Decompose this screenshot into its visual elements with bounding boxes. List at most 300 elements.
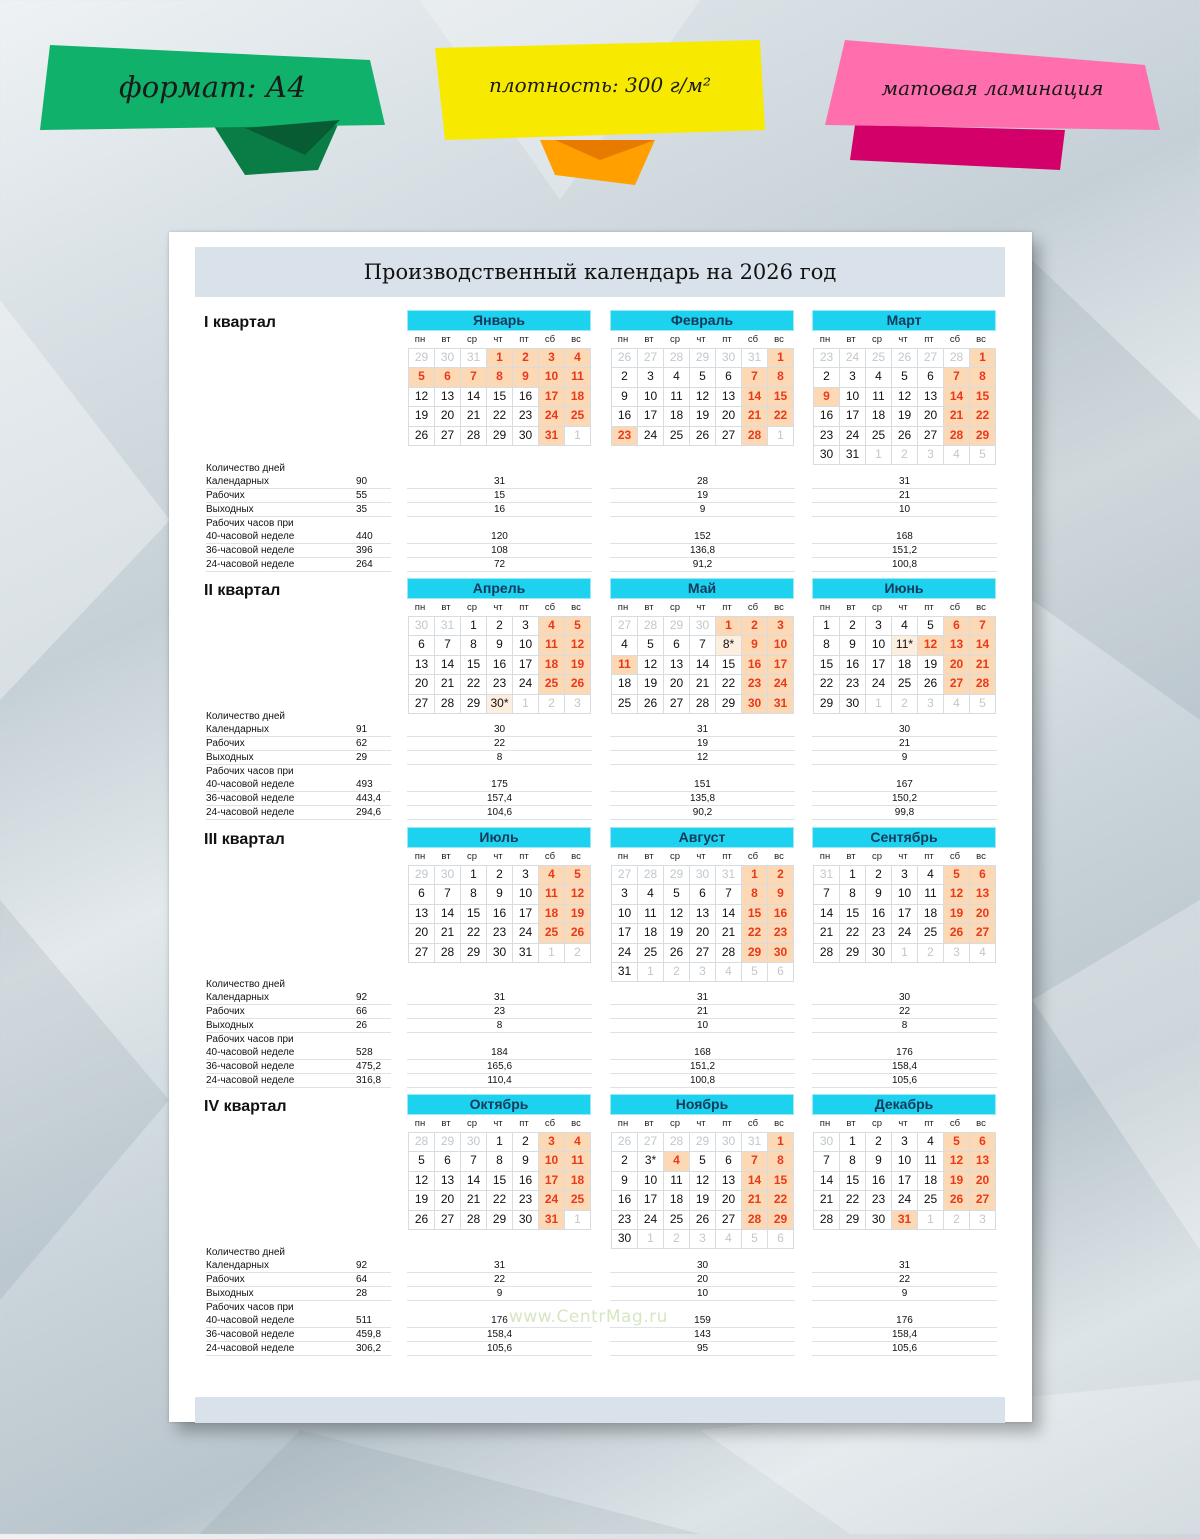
stat-total: 443,4	[356, 793, 382, 804]
month-stat-value	[610, 1246, 795, 1259]
day-cell: 19	[943, 1171, 970, 1191]
ribbon-format	[40, 40, 385, 175]
day-cell: 24	[891, 1190, 918, 1210]
weekday-label: пн	[617, 334, 629, 345]
day-cell: 12	[689, 387, 716, 407]
day-cell: 24	[637, 426, 664, 446]
day-grid	[813, 865, 996, 962]
day-cell: 26	[663, 943, 690, 963]
day-grid	[408, 348, 591, 445]
day-cell: 17	[891, 904, 918, 924]
month-stat-value: 22	[812, 1273, 997, 1287]
day-cell: 3	[512, 616, 539, 636]
day-cell: 18	[917, 1171, 944, 1191]
month-stat-value	[610, 462, 795, 475]
day-cell: 6	[434, 1151, 461, 1171]
weekday-label: вс	[774, 851, 784, 862]
weekday-header	[610, 600, 794, 616]
stat-label: Рабочих часов при	[206, 766, 294, 777]
stat-total: 62	[356, 738, 368, 749]
day-cell: 5	[689, 1151, 716, 1171]
day-cell: 23	[512, 406, 539, 426]
day-cell: 24	[891, 923, 918, 943]
day-cell: 29	[460, 943, 487, 963]
day-cell: 15	[813, 655, 840, 675]
day-cell: 2	[741, 616, 768, 636]
weekday-label: вт	[644, 851, 654, 862]
day-cell: 14	[969, 635, 996, 655]
day-cell: 10	[891, 1151, 918, 1171]
weekday-label: вс	[976, 334, 986, 345]
stat-row	[206, 765, 391, 778]
day-grid	[408, 865, 591, 962]
day-cell: 18	[538, 904, 565, 924]
weekday-label: ср	[466, 1118, 478, 1129]
day-cell: 28	[813, 943, 840, 963]
day-cell: 19	[891, 406, 918, 426]
day-cell: 5	[564, 616, 591, 636]
day-cell: 3	[512, 865, 539, 885]
day-cell: 6	[715, 367, 742, 387]
day-cell: 25	[564, 1190, 591, 1210]
stat-label: Календарных	[206, 1260, 269, 1271]
day-cell: 6	[434, 367, 461, 387]
day-cell: 7	[943, 367, 970, 387]
day-cell: 7	[460, 367, 487, 387]
day-cell: 20	[715, 1190, 742, 1210]
day-grid	[611, 1132, 794, 1248]
day-cell: 3	[891, 865, 918, 885]
day-cell: 17	[839, 406, 866, 426]
day-cell: 1	[512, 694, 539, 714]
day-cell: 21	[741, 1190, 768, 1210]
month-stat-value: 31	[812, 1259, 997, 1273]
day-cell: 28	[813, 1210, 840, 1230]
day-cell: 26	[943, 1190, 970, 1210]
day-cell: 19	[943, 904, 970, 924]
day-cell: 20	[969, 1171, 996, 1191]
day-cell: 6	[943, 616, 970, 636]
stat-total: 440	[356, 531, 373, 542]
day-cell: 9	[611, 1171, 638, 1191]
stat-total: 92	[356, 992, 368, 1003]
day-cell: 3	[865, 616, 892, 636]
day-cell: 1	[460, 865, 487, 885]
weekday-label: вс	[774, 1118, 784, 1129]
day-cell: 8	[839, 884, 866, 904]
day-cell: 20	[434, 1190, 461, 1210]
day-cell: 16	[865, 904, 892, 924]
day-cell: 23	[486, 923, 513, 943]
day-cell: 20	[715, 406, 742, 426]
day-cell: 3	[611, 884, 638, 904]
weekday-label: сб	[949, 334, 961, 345]
day-cell: 2	[891, 445, 918, 465]
day-cell: 4	[663, 367, 690, 387]
month-stat-value: 21	[812, 737, 997, 751]
day-cell: 15	[767, 387, 794, 407]
day-cell: 31	[512, 943, 539, 963]
day-cell: 3*	[637, 1151, 664, 1171]
day-cell: 16	[611, 406, 638, 426]
weekday-label: пт	[722, 602, 732, 613]
stat-label: Выходных	[206, 752, 254, 763]
stat-total: 475,2	[356, 1061, 382, 1072]
weekday-label: ср	[466, 851, 478, 862]
day-cell: 3	[538, 1132, 565, 1152]
day-cell: 25	[663, 426, 690, 446]
quarter-label: III квартал	[204, 831, 285, 848]
day-cell: 15	[839, 1171, 866, 1191]
stat-row	[206, 1060, 391, 1074]
month-calendar	[407, 310, 591, 445]
weekday-label: вт	[644, 334, 654, 345]
day-cell: 7	[434, 884, 461, 904]
day-cell: 26	[611, 348, 638, 368]
day-cell: 6	[663, 635, 690, 655]
day-cell: 10	[512, 884, 539, 904]
day-cell: 12	[408, 1171, 435, 1191]
day-cell: 24	[611, 943, 638, 963]
day-cell: 5	[943, 1132, 970, 1152]
month-stat-value: 10	[610, 1019, 795, 1033]
day-cell: 1	[637, 1229, 664, 1249]
weekday-label: ср	[871, 334, 883, 345]
month-stat-value	[610, 1033, 795, 1046]
weekday-header	[812, 1116, 996, 1132]
day-cell: 20	[663, 674, 690, 694]
weekday-label: сб	[949, 602, 961, 613]
day-cell: 7	[813, 1151, 840, 1171]
day-cell: 11	[564, 367, 591, 387]
month-stat-value	[812, 462, 997, 475]
day-cell: 28	[969, 674, 996, 694]
month-stat-value: 168	[610, 1046, 795, 1060]
day-cell: 16	[813, 406, 840, 426]
day-cell: 1	[917, 1210, 944, 1230]
day-cell: 10	[611, 904, 638, 924]
day-cell: 4	[663, 1151, 690, 1171]
day-cell: 22	[741, 923, 768, 943]
weekday-label: сб	[747, 851, 759, 862]
day-cell: 14	[460, 387, 487, 407]
day-cell: 20	[408, 923, 435, 943]
stat-row	[206, 1328, 391, 1342]
month-stat-value: 19	[610, 737, 795, 751]
day-cell: 1	[865, 445, 892, 465]
day-cell: 18	[637, 923, 664, 943]
month-stat-value: 100,8	[812, 558, 997, 572]
day-cell: 17	[611, 923, 638, 943]
day-cell: 2	[891, 694, 918, 714]
day-cell: 13	[715, 1171, 742, 1191]
weekday-header	[610, 849, 794, 865]
weekday-label: пн	[414, 851, 426, 862]
day-cell: 1	[486, 1132, 513, 1152]
stat-row	[206, 1301, 391, 1314]
month-stat-value	[812, 765, 997, 778]
month-name: Декабрь	[812, 1094, 996, 1115]
month-stat-value: 151,2	[610, 1060, 795, 1074]
day-cell: 24	[839, 426, 866, 446]
day-cell: 30	[512, 1210, 539, 1230]
day-cell: 3	[891, 1132, 918, 1152]
day-cell: 11	[865, 387, 892, 407]
weekday-label: ср	[669, 1118, 681, 1129]
day-cell: 3	[917, 445, 944, 465]
day-cell: 19	[408, 1190, 435, 1210]
day-cell: 28	[741, 426, 768, 446]
day-cell: 16	[865, 1171, 892, 1191]
weekday-label: чт	[696, 851, 706, 862]
stat-total: 306,2	[356, 1343, 382, 1354]
stat-total: 511	[356, 1315, 372, 1326]
quarter-label: II квартал	[204, 582, 281, 599]
day-cell: 23	[611, 426, 638, 446]
month-stats	[407, 1246, 592, 1356]
day-cell: 25	[538, 674, 565, 694]
month-calendar	[812, 1094, 996, 1229]
day-cell: 8*	[715, 635, 742, 655]
month-stat-value: 31	[407, 1259, 592, 1273]
day-cell: 6	[767, 1229, 794, 1249]
day-cell: 28	[663, 348, 690, 368]
day-cell: 23	[865, 923, 892, 943]
day-cell: 8	[767, 1151, 794, 1171]
day-cell: 13	[434, 387, 461, 407]
day-cell: 5	[637, 635, 664, 655]
month-stat-value	[610, 978, 795, 991]
day-cell: 2	[512, 348, 539, 368]
day-cell: 11	[663, 387, 690, 407]
month-stat-value	[407, 1301, 592, 1314]
day-cell: 3	[839, 367, 866, 387]
stat-label: Выходных	[206, 504, 254, 515]
day-cell: 23	[813, 348, 840, 368]
day-cell: 29	[689, 1132, 716, 1152]
day-cell: 28	[434, 943, 461, 963]
day-grid	[611, 865, 794, 981]
stat-row	[206, 503, 391, 517]
stat-label: 40-часовой неделе	[206, 531, 295, 542]
day-cell: 21	[943, 406, 970, 426]
weekday-label: сб	[747, 1118, 759, 1129]
month-stats	[812, 710, 997, 820]
day-cell: 27	[637, 1132, 664, 1152]
weekday-label: вс	[571, 851, 581, 862]
day-cell: 16	[512, 1171, 539, 1191]
month-stat-value	[407, 765, 592, 778]
day-cell: 28	[715, 943, 742, 963]
month-stat-value	[812, 517, 997, 530]
day-cell: 4	[715, 1229, 742, 1249]
day-cell: 2	[611, 1151, 638, 1171]
day-cell: 12	[943, 1151, 970, 1171]
day-cell: 28	[637, 616, 664, 636]
day-cell: 30	[839, 694, 866, 714]
day-cell: 10	[839, 387, 866, 407]
day-cell: 27	[408, 694, 435, 714]
stat-label: 24-часовой неделе	[206, 807, 295, 818]
month-name: Июль	[407, 827, 591, 848]
day-cell: 30	[865, 1210, 892, 1230]
stat-label: 24-часовой неделе	[206, 1075, 295, 1086]
day-cell: 13	[943, 635, 970, 655]
stat-row	[206, 489, 391, 503]
stat-total: 396	[356, 545, 373, 556]
weekday-label: вт	[441, 1118, 451, 1129]
day-cell: 23	[512, 1190, 539, 1210]
stat-row	[206, 558, 391, 572]
day-cell: 17	[512, 904, 539, 924]
weekday-label: вс	[571, 602, 581, 613]
day-cell: 16	[486, 655, 513, 675]
weekday-label: пн	[819, 851, 831, 862]
day-cell: 16	[741, 655, 768, 675]
day-cell: 10	[865, 635, 892, 655]
stat-row	[206, 723, 391, 737]
month-stat-value: 165,6	[407, 1060, 592, 1074]
day-cell: 9	[512, 1151, 539, 1171]
month-stat-value: 105,6	[812, 1342, 997, 1356]
day-cell: 5	[891, 367, 918, 387]
day-cell: 11	[538, 635, 565, 655]
day-cell: 15	[486, 1171, 513, 1191]
day-cell: 11	[917, 1151, 944, 1171]
stat-row	[206, 475, 391, 489]
month-stat-value: 104,6	[407, 806, 592, 820]
month-stat-value: 31	[407, 991, 592, 1005]
stat-total: 92	[356, 1260, 368, 1271]
day-cell: 30	[865, 943, 892, 963]
day-cell: 22	[767, 406, 794, 426]
quarter-stats	[206, 462, 391, 572]
day-cell: 25	[917, 923, 944, 943]
day-cell: 2	[839, 616, 866, 636]
day-cell: 7	[460, 1151, 487, 1171]
stat-label: 40-часовой неделе	[206, 1315, 295, 1326]
month-stat-value	[407, 710, 592, 723]
day-cell: 21	[715, 923, 742, 943]
day-cell: 1	[839, 1132, 866, 1152]
day-cell: 6	[689, 884, 716, 904]
day-cell: 28	[663, 1132, 690, 1152]
weekday-label: пн	[414, 1118, 426, 1129]
day-cell: 26	[637, 694, 664, 714]
day-cell: 8	[969, 367, 996, 387]
day-cell: 2	[564, 943, 591, 963]
day-cell: 17	[767, 655, 794, 675]
day-cell: 22	[767, 1190, 794, 1210]
quarter-stats	[206, 710, 391, 820]
quarter-stats	[206, 978, 391, 1088]
day-cell: 17	[637, 1190, 664, 1210]
day-cell: 8	[813, 635, 840, 655]
day-cell: 13	[917, 387, 944, 407]
month-stat-value	[407, 462, 592, 475]
stat-label: 36-часовой неделе	[206, 545, 295, 556]
day-cell: 18	[663, 406, 690, 426]
day-cell: 30	[689, 616, 716, 636]
day-cell: 23	[767, 923, 794, 943]
day-cell: 21	[813, 1190, 840, 1210]
month-stat-value	[610, 1301, 795, 1314]
day-cell: 1	[767, 1132, 794, 1152]
stat-label: 36-часовой неделе	[206, 1061, 295, 1072]
day-cell: 4	[917, 1132, 944, 1152]
day-cell: 29	[689, 348, 716, 368]
day-cell: 1	[460, 616, 487, 636]
day-cell: 2	[486, 616, 513, 636]
month-stat-value: 9	[812, 1287, 997, 1301]
weekday-header	[812, 332, 996, 348]
weekday-label: чт	[898, 602, 908, 613]
day-cell: 26	[943, 923, 970, 943]
day-cell: 26	[408, 426, 435, 446]
weekday-label: чт	[696, 602, 706, 613]
weekday-label: пн	[819, 334, 831, 345]
day-cell: 3	[637, 367, 664, 387]
day-cell: 5	[969, 445, 996, 465]
month-name: Январь	[407, 310, 591, 331]
day-cell: 7	[434, 635, 461, 655]
stat-label: 24-часовой неделе	[206, 559, 295, 570]
day-cell: 16	[767, 904, 794, 924]
weekday-label: ср	[871, 602, 883, 613]
quarter-label: IV квартал	[204, 1098, 287, 1115]
month-stat-value: 91,2	[610, 558, 795, 572]
day-cell: 23	[486, 674, 513, 694]
day-cell: 23	[813, 426, 840, 446]
day-cell: 27	[689, 943, 716, 963]
stat-row	[206, 806, 391, 820]
day-cell: 5	[408, 367, 435, 387]
month-stat-value: 168	[812, 530, 997, 544]
day-cell: 1	[839, 865, 866, 885]
stat-label: Количество дней	[206, 979, 285, 990]
stat-row	[206, 1314, 391, 1328]
day-cell: 3	[689, 1229, 716, 1249]
weekday-label: сб	[544, 1118, 556, 1129]
day-cell: 11	[564, 1151, 591, 1171]
day-cell: 24	[512, 923, 539, 943]
weekday-label: сб	[949, 851, 961, 862]
month-stat-value	[407, 1246, 592, 1259]
stat-label: 40-часовой неделе	[206, 1047, 295, 1058]
stat-row	[206, 1019, 391, 1033]
weekday-label: вс	[774, 334, 784, 345]
day-cell: 26	[917, 674, 944, 694]
weekday-header	[610, 332, 794, 348]
month-name: Март	[812, 310, 996, 331]
day-cell: 20	[917, 406, 944, 426]
day-cell: 8	[741, 884, 768, 904]
day-cell: 27	[434, 1210, 461, 1230]
day-cell: 18	[865, 406, 892, 426]
quarter-label: I квартал	[204, 314, 276, 331]
day-cell: 11	[637, 904, 664, 924]
day-cell: 26	[891, 426, 918, 446]
day-cell: 3	[538, 348, 565, 368]
month-stats	[407, 978, 592, 1088]
month-calendar	[812, 310, 996, 464]
weekday-label: вс	[571, 1118, 581, 1129]
day-cell: 26	[564, 674, 591, 694]
day-cell: 30	[715, 1132, 742, 1152]
day-cell: 21	[434, 674, 461, 694]
weekday-header	[407, 849, 591, 865]
day-cell: 31	[767, 694, 794, 714]
